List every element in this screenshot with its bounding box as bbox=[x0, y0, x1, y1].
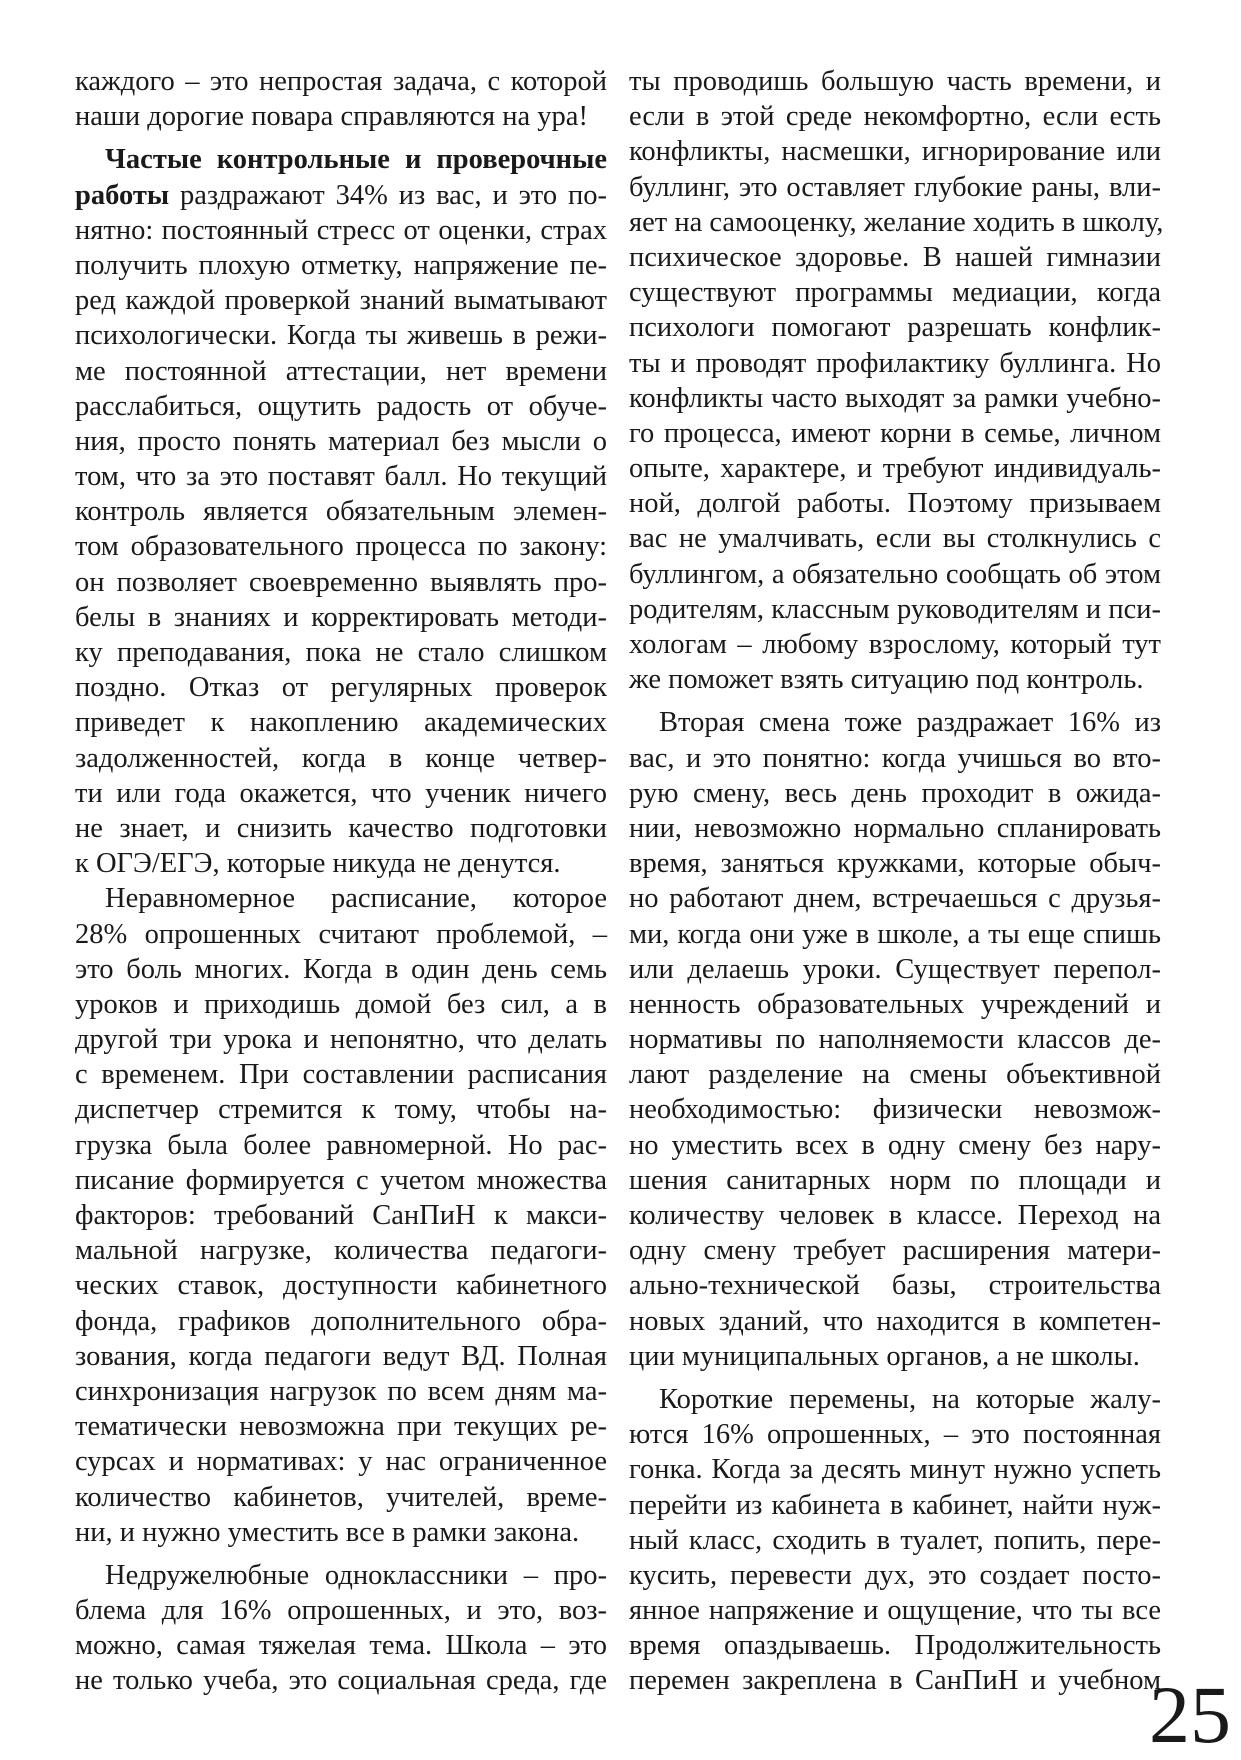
line-text: наши дорогие повара справляются на ура! bbox=[75, 101, 588, 133]
text-line bbox=[629, 381, 1161, 416]
text-line bbox=[629, 592, 1161, 627]
text-line bbox=[75, 283, 607, 318]
text-line bbox=[75, 1163, 607, 1198]
line-text: необходимостью: физически невозмож- bbox=[629, 1094, 1161, 1126]
text-line bbox=[75, 178, 607, 213]
line-text: количество кабинетов, учителей, време- bbox=[75, 1481, 607, 1513]
line-text: Короткие перемены, на которые жалу- bbox=[659, 1383, 1161, 1415]
text-line bbox=[75, 1128, 607, 1163]
line-text: нии, невозможно нормально спланировать bbox=[629, 812, 1161, 844]
text-line bbox=[75, 635, 607, 670]
line-text: хологам – любому взрослому, который тут bbox=[629, 629, 1161, 660]
line-text: ты и проводят профилактику буллинга. Но bbox=[629, 347, 1161, 379]
text-line bbox=[629, 1593, 1161, 1628]
line-text: же поможет взять ситуацию под контроль. bbox=[629, 664, 1144, 696]
line-text: ния, просто понять материал без мысли о bbox=[75, 425, 607, 457]
line-text: буллингом, а обязательно сообщать об этом bbox=[629, 558, 1161, 590]
text-line bbox=[629, 134, 1161, 169]
text-line bbox=[629, 1128, 1161, 1163]
text-line bbox=[629, 1268, 1161, 1303]
line-text: нятно: постоянный стресс от оценки, страх bbox=[75, 214, 607, 246]
text-line bbox=[629, 486, 1161, 521]
text-line bbox=[629, 846, 1161, 881]
text-line bbox=[629, 205, 1164, 240]
line-text: диспетчер стремится к тому, чтобы на- bbox=[75, 1094, 607, 1126]
line-text: ку преподавания, пока не стало слишком bbox=[75, 637, 607, 668]
line-text: буллинг, это оставляет глубокие раны, вли- bbox=[629, 171, 1161, 203]
text-line bbox=[629, 811, 1161, 846]
line-text: психологи помогают разрешать конфлик- bbox=[629, 312, 1161, 344]
text-line bbox=[75, 529, 607, 564]
text-line bbox=[75, 1409, 607, 1444]
line-text: или делаешь уроки. Существует перепол- bbox=[629, 953, 1161, 985]
text-line bbox=[75, 1268, 607, 1303]
bold-heading-text: Частые контрольные и проверочные bbox=[105, 144, 607, 176]
text-line bbox=[629, 705, 1161, 740]
line-text: новых зданий, что находится в компетен- bbox=[629, 1305, 1161, 1337]
line-text: если в этой среде некомфортно, если есть bbox=[629, 101, 1161, 133]
line-text: 28% опрошенных считают проблемой, – bbox=[75, 918, 607, 950]
line-text: Вторая смена тоже раздражает 16% из bbox=[659, 707, 1161, 739]
text-line bbox=[75, 1374, 607, 1409]
text-line bbox=[75, 389, 607, 424]
line-text: не знает, и снизить качество подготовки bbox=[75, 812, 607, 844]
text-line bbox=[629, 170, 1161, 205]
line-text: приведет к накоплению академических bbox=[75, 707, 607, 739]
text-line bbox=[75, 952, 607, 987]
text-line bbox=[629, 1022, 1161, 1057]
text-line bbox=[75, 917, 607, 952]
text-line bbox=[75, 99, 607, 134]
text-line bbox=[629, 99, 1161, 134]
text-line bbox=[629, 987, 1161, 1022]
line-text: шения санитарных норм по площади и bbox=[629, 1164, 1161, 1196]
text-line bbox=[75, 1558, 607, 1593]
text-line bbox=[75, 1022, 607, 1057]
text-line bbox=[75, 213, 607, 248]
line-text: ни, и нужно уместить все в рамки закона. bbox=[75, 1516, 580, 1548]
text-line bbox=[75, 494, 607, 529]
text-line bbox=[75, 670, 607, 705]
line-text: но работают днем, встречаешься с друзья- bbox=[629, 883, 1161, 915]
line-text: синхронизация нагрузок по всем дням ма- bbox=[75, 1375, 607, 1407]
line-text: ми, когда они уже в школе, а ты еще спишь bbox=[629, 918, 1161, 950]
text-line bbox=[75, 565, 607, 600]
line-text: писание формируется с учетом множества bbox=[75, 1164, 607, 1196]
line-text: факторов: требований СанПиН к макси- bbox=[75, 1200, 607, 1231]
line-text: янное напряжение и ощущение, что ты все bbox=[629, 1595, 1161, 1627]
text-line bbox=[629, 627, 1161, 662]
line-text: грузка была более равномерной. Но рас- bbox=[75, 1129, 607, 1161]
line-text: контроль является обязательным элемен- bbox=[75, 496, 607, 528]
text-line bbox=[75, 1233, 607, 1268]
line-text: ты проводишь большую часть времени, и bbox=[629, 66, 1161, 97]
line-text: другой три урока и непонятно, что делать bbox=[75, 1024, 607, 1056]
line-text: психологически. Когда ты живешь в режи- bbox=[75, 320, 607, 352]
line-text: яет на самооценку, желание ходить в школу, bbox=[629, 206, 1164, 238]
text-line bbox=[629, 1523, 1161, 1558]
line-text: получить плохую отметку, напряжение пе- bbox=[75, 249, 607, 281]
text-line bbox=[75, 881, 607, 916]
text-line bbox=[75, 1593, 607, 1628]
line-text: конфликты, насмешки, игнорирование или bbox=[629, 136, 1161, 168]
line-text: не только учеба, это социальная среда, где bbox=[75, 1665, 607, 1697]
text-line bbox=[629, 1628, 1161, 1663]
text-line bbox=[629, 1663, 1161, 1698]
text-line bbox=[629, 952, 1161, 987]
text-line bbox=[629, 1558, 1161, 1593]
text-line bbox=[75, 600, 607, 635]
text-line bbox=[75, 987, 607, 1022]
text-line bbox=[75, 459, 607, 494]
line-text: но уместить всех в одну смену без нару- bbox=[629, 1129, 1161, 1161]
line-text: он позволяет своевременно выявлять про- bbox=[75, 566, 607, 598]
line-text: перейти из кабинета в кабинет, найти нуж- bbox=[629, 1489, 1161, 1521]
line-text: ти или года окажется, что ученик ничего bbox=[75, 777, 607, 809]
text-line bbox=[629, 741, 1161, 776]
text-line bbox=[75, 1480, 607, 1515]
text-line bbox=[75, 1092, 607, 1127]
text-line bbox=[629, 662, 1161, 697]
page-number: 25 bbox=[1149, 1669, 1231, 1760]
line-text: сурсах и нормативах: у нас ограниченное bbox=[75, 1446, 607, 1478]
text-line bbox=[629, 1488, 1161, 1523]
line-text: Недружелюбные одноклассники – про- bbox=[105, 1559, 607, 1591]
line-text: расслабиться, ощутить радость от обуче- bbox=[75, 390, 607, 422]
line-text: уроков и приходишь домой без сил, а в bbox=[75, 988, 607, 1020]
text-line bbox=[629, 1233, 1161, 1268]
line-text: Неравномерное расписание, которое bbox=[105, 883, 607, 915]
line-text: опыте, характере, и требуют индивидуаль- bbox=[629, 453, 1161, 485]
line-text: кусить, перевести дух, это создает посто- bbox=[629, 1559, 1161, 1591]
line-text: ме постоянной аттестации, нет времени bbox=[75, 355, 607, 387]
line-text: рую смену, весь день проходит в ожида- bbox=[629, 777, 1161, 809]
line-text: го процесса, имеют корни в семье, личном bbox=[629, 417, 1161, 449]
text-line bbox=[629, 557, 1161, 592]
line-text: том образовательного процесса по закону: bbox=[75, 531, 607, 563]
text-line bbox=[629, 1057, 1161, 1092]
line-text: фонда, графиков дополнительного обра- bbox=[75, 1305, 607, 1337]
line-text: вас, и это понятно: когда учишься во вто- bbox=[629, 742, 1161, 774]
line-text: лают разделение на смены объективной bbox=[629, 1059, 1161, 1091]
text-line bbox=[629, 1163, 1161, 1198]
text-line bbox=[629, 1382, 1161, 1417]
text-line bbox=[629, 1198, 1161, 1233]
text-line bbox=[75, 318, 607, 353]
text-line bbox=[629, 64, 1161, 99]
line-text: гонка. Когда за десять минут нужно успеть bbox=[629, 1454, 1161, 1486]
text-line bbox=[629, 521, 1161, 556]
line-text: ред каждой проверкой знаний выматывают bbox=[75, 285, 607, 317]
line-text: психическое здоровье. В нашей гимназии bbox=[629, 241, 1161, 273]
text-line bbox=[75, 705, 607, 740]
line-text: задолженностей, когда в конце четвер- bbox=[75, 742, 607, 774]
text-line bbox=[75, 142, 607, 177]
line-text: каждого – это непростая задача, с которой bbox=[75, 66, 607, 97]
text-line bbox=[629, 881, 1161, 916]
line-text: тематически невозможна при текущих ре- bbox=[75, 1411, 607, 1443]
line-text: к ОГЭ/ЕГЭ, которые никуда не денутся. bbox=[75, 848, 561, 880]
line-text: существуют программы медиации, когда bbox=[629, 277, 1161, 309]
line-text: время, заняться кружками, которые обыч- bbox=[629, 848, 1161, 880]
text-line bbox=[75, 741, 607, 776]
text-line bbox=[629, 275, 1161, 310]
line-text: родителям, классным руководителям и пси- bbox=[629, 593, 1161, 625]
line-text: ненность образовательных учреждений и bbox=[629, 988, 1161, 1020]
left-text-column bbox=[75, 64, 607, 1699]
line-text: ально-технической базы, строительства bbox=[629, 1270, 1161, 1302]
line-text: раздражают 34% из вас, и это по- bbox=[169, 179, 607, 211]
line-text: зования, когда педагоги ведут ВД. Полная bbox=[75, 1340, 607, 1372]
text-line bbox=[629, 917, 1161, 952]
text-line bbox=[75, 424, 607, 459]
line-text: том, что за это поставят балл. Но текущий bbox=[75, 461, 607, 493]
line-text: ческих ставок, доступности кабинетного bbox=[75, 1270, 607, 1302]
line-text: можно, самая тяжелая тема. Школа – это bbox=[75, 1630, 607, 1662]
line-text: вас не умалчивать, если вы столкнулись с bbox=[629, 523, 1161, 555]
line-text: конфликты часто выходят за рамки учебно- bbox=[629, 382, 1161, 414]
text-line bbox=[75, 1663, 607, 1698]
text-line bbox=[629, 310, 1161, 345]
line-text: ный класс, сходить в туалет, попить, пере- bbox=[629, 1524, 1161, 1556]
line-text: количеству человек в классе. Переход на bbox=[629, 1200, 1161, 1231]
text-line bbox=[629, 1417, 1161, 1452]
line-text: поздно. Отказ от регулярных проверок bbox=[75, 672, 607, 704]
line-text: белы в знаниях и корректировать методи- bbox=[75, 601, 607, 633]
text-line bbox=[629, 240, 1161, 275]
line-text: мальной нагрузке, количества педагоги- bbox=[75, 1235, 607, 1267]
right-text-column bbox=[629, 64, 1164, 1699]
text-line bbox=[75, 1339, 607, 1374]
text-line bbox=[75, 1628, 607, 1663]
line-text: нормативы по наполняемости классов де- bbox=[629, 1024, 1161, 1056]
text-line bbox=[629, 416, 1161, 451]
line-text: одну смену требует расширения матери- bbox=[629, 1235, 1161, 1267]
line-text: ции муниципальных органов, а не школы. bbox=[629, 1340, 1140, 1372]
text-line bbox=[75, 64, 607, 99]
text-line bbox=[75, 1444, 607, 1479]
text-line bbox=[629, 1452, 1161, 1487]
text-line bbox=[629, 1092, 1161, 1127]
text-line bbox=[75, 776, 607, 811]
text-line bbox=[629, 1339, 1161, 1374]
text-line bbox=[75, 1515, 607, 1550]
text-line bbox=[75, 1198, 607, 1233]
line-text: ются 16% опрошенных, – это постоянная bbox=[629, 1419, 1161, 1451]
text-line bbox=[75, 846, 607, 881]
text-line bbox=[629, 1304, 1161, 1339]
text-line bbox=[75, 354, 607, 389]
text-line bbox=[629, 776, 1161, 811]
text-line bbox=[75, 811, 607, 846]
line-text: перемен закреплена в СанПиН и учебном bbox=[629, 1665, 1161, 1697]
line-text: с временем. При составлении расписания bbox=[75, 1059, 607, 1091]
line-text: время опаздываешь. Продолжительность bbox=[629, 1630, 1161, 1662]
text-line bbox=[629, 451, 1161, 486]
text-line bbox=[629, 346, 1161, 381]
text-line bbox=[75, 248, 607, 283]
line-text: блема для 16% опрошенных, и это, воз- bbox=[75, 1595, 607, 1627]
line-text: ной, долгой работы. Поэтому призываем bbox=[629, 488, 1161, 520]
line-text: это боль многих. Когда в один день семь bbox=[75, 953, 607, 985]
text-line bbox=[75, 1304, 607, 1339]
text-line bbox=[75, 1057, 607, 1092]
bold-heading-text: работы bbox=[75, 179, 170, 211]
